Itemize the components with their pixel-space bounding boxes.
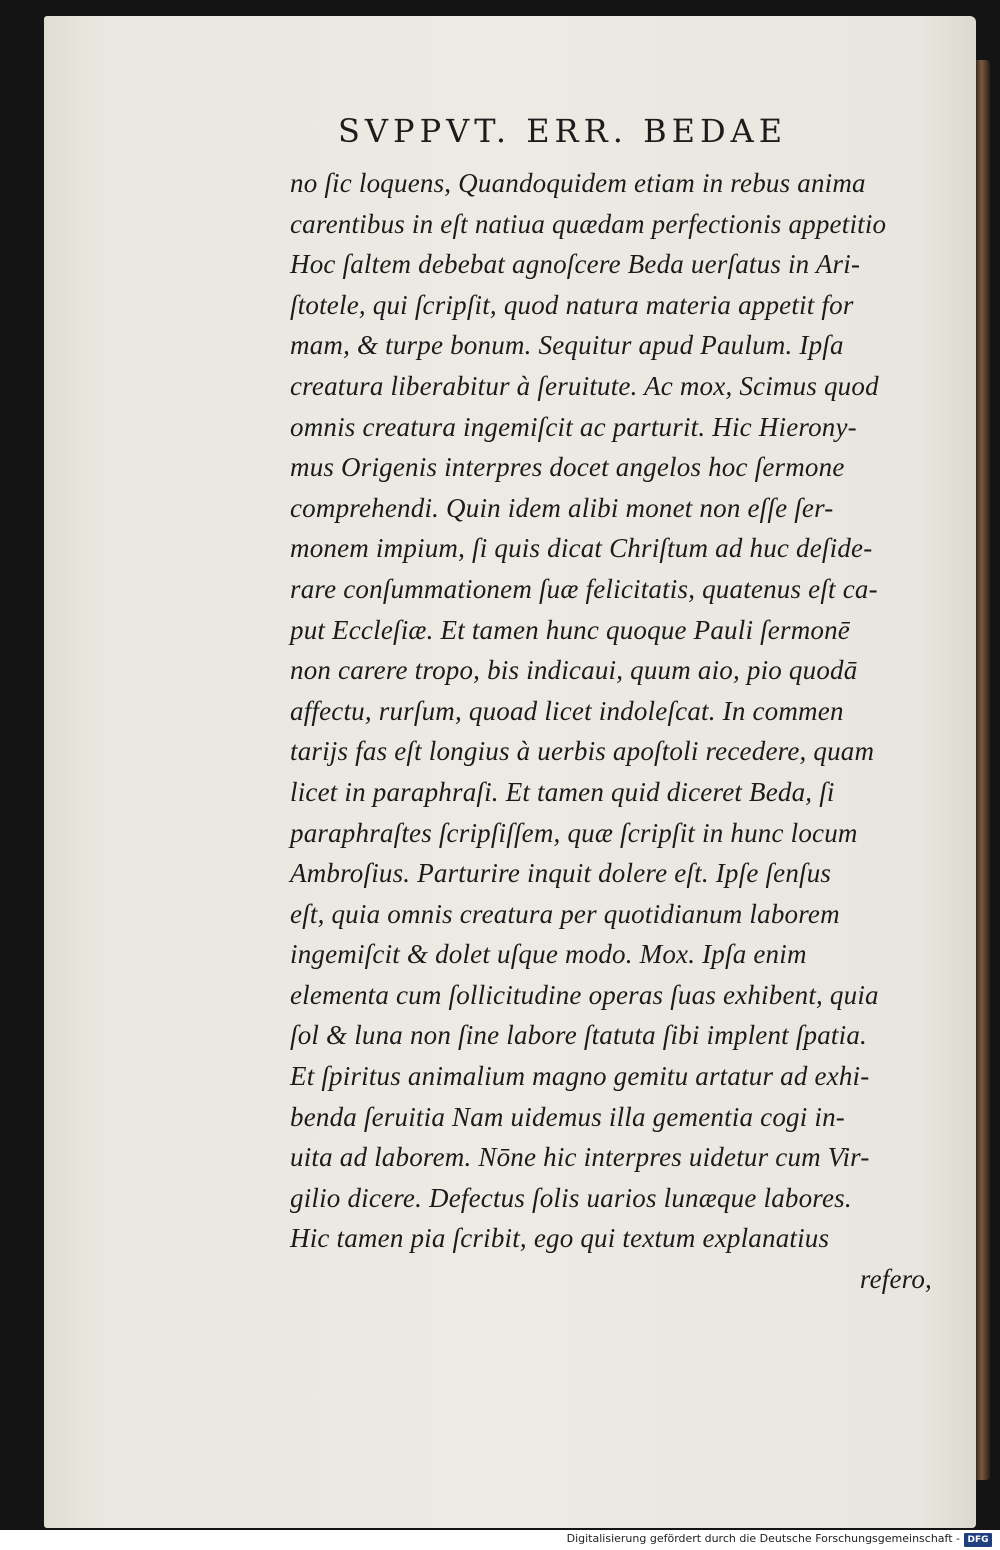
body-text <box>290 163 950 1300</box>
text-line: elementa cum ſollicitudine operas ſuas exhibent, quia <box>290 979 879 1010</box>
text-line: non carere tropo, bis indicaui, quum aio, pio quodā <box>290 655 858 686</box>
text-line: comprehendi. Quin idem alibi monet non eſſe ſer- <box>290 492 834 523</box>
text-line: no ſic loquens, Quandoquidem etiam in rebus anima <box>290 168 866 198</box>
text-line: put Eccleſiæ. Et tamen hunc quoque Pauli ſermonē <box>290 614 850 645</box>
dfg-logo-icon: DFG <box>964 1533 992 1547</box>
text-line: paraphraſtes ſcripſiſſem, quæ ſcripſit in hunc locum <box>290 817 858 848</box>
text-line: affectu, rurſum, quoad licet indoleſcat. In commen <box>290 695 844 726</box>
text-line: gilio dicere. Defectus ſolis uarios lunæque labores. <box>290 1182 852 1213</box>
footer-bar <box>0 1531 1000 1550</box>
text-line: omnis creatura ingemiſcit ac parturit. Hic Hierony- <box>290 411 857 442</box>
text-line: mus Origenis interpres docet angelos hoc ſermone <box>290 452 845 483</box>
text-line: Hic tamen pia ſcribit, ego qui textum explanatius <box>290 1223 830 1254</box>
text-line: ſtotele, qui ſcripſit, quod natura materia appetit for <box>290 289 854 320</box>
text-line: mam, & turpe bonum. Sequitur apud Paulum. Ipſa <box>290 330 844 361</box>
text-line: benda ſeruitia Nam uidemus illa gementia cogi in- <box>290 1101 845 1132</box>
text-line: monem impium, ſi quis dicat Chriſtum ad huc deſide- <box>290 533 873 564</box>
text-line: ſol & luna non ſine labore ſtatuta ſibi implent ſpatia. <box>290 1020 867 1051</box>
text-line: carentibus in eſt natiua quædam perfectionis appetitio <box>290 208 887 239</box>
page-edge <box>976 60 990 1480</box>
text-line: tarijs fas eſt longius à uerbis apoſtoli recedere, quam <box>290 736 875 767</box>
text-line: ingemiſcit & dolet uſque modo. Mox. Ipſa enim <box>290 939 807 970</box>
catchword-line: refero, <box>859 1264 932 1295</box>
text-line: Hoc ſaltem debebat agnoſcere Beda uerſatus in Ari- <box>290 249 861 280</box>
text-line: eſt, quia omnis creatura per quotidianum laborem <box>290 898 840 929</box>
text-line: Ambroſius. Parturire inquit dolere eſt. Ipſe ſenſus <box>290 858 832 889</box>
text-line: Et ſpiritus animalium magno gemitu artatur ad exhi- <box>290 1061 870 1092</box>
text-line: licet in paraphraſi. Et tamen quid diceret Beda, ſi <box>290 776 835 807</box>
text-line: creatura liberabitur à ſeruitute. Ac mox, Scimus quod <box>290 370 879 401</box>
text-line: uita ad laborem. Nōne hic interpres uidetur cum Vir- <box>290 1142 870 1173</box>
running-header: SVPPVT. ERR. BEDAE <box>338 112 788 150</box>
funding-notice: Digitalisierung gefördert durch die Deutsche Forschungsgemeinschaft - <box>566 1532 960 1545</box>
text-line: rare conſummationem ſuæ felicitatis, quatenus eſt ca- <box>290 573 878 604</box>
